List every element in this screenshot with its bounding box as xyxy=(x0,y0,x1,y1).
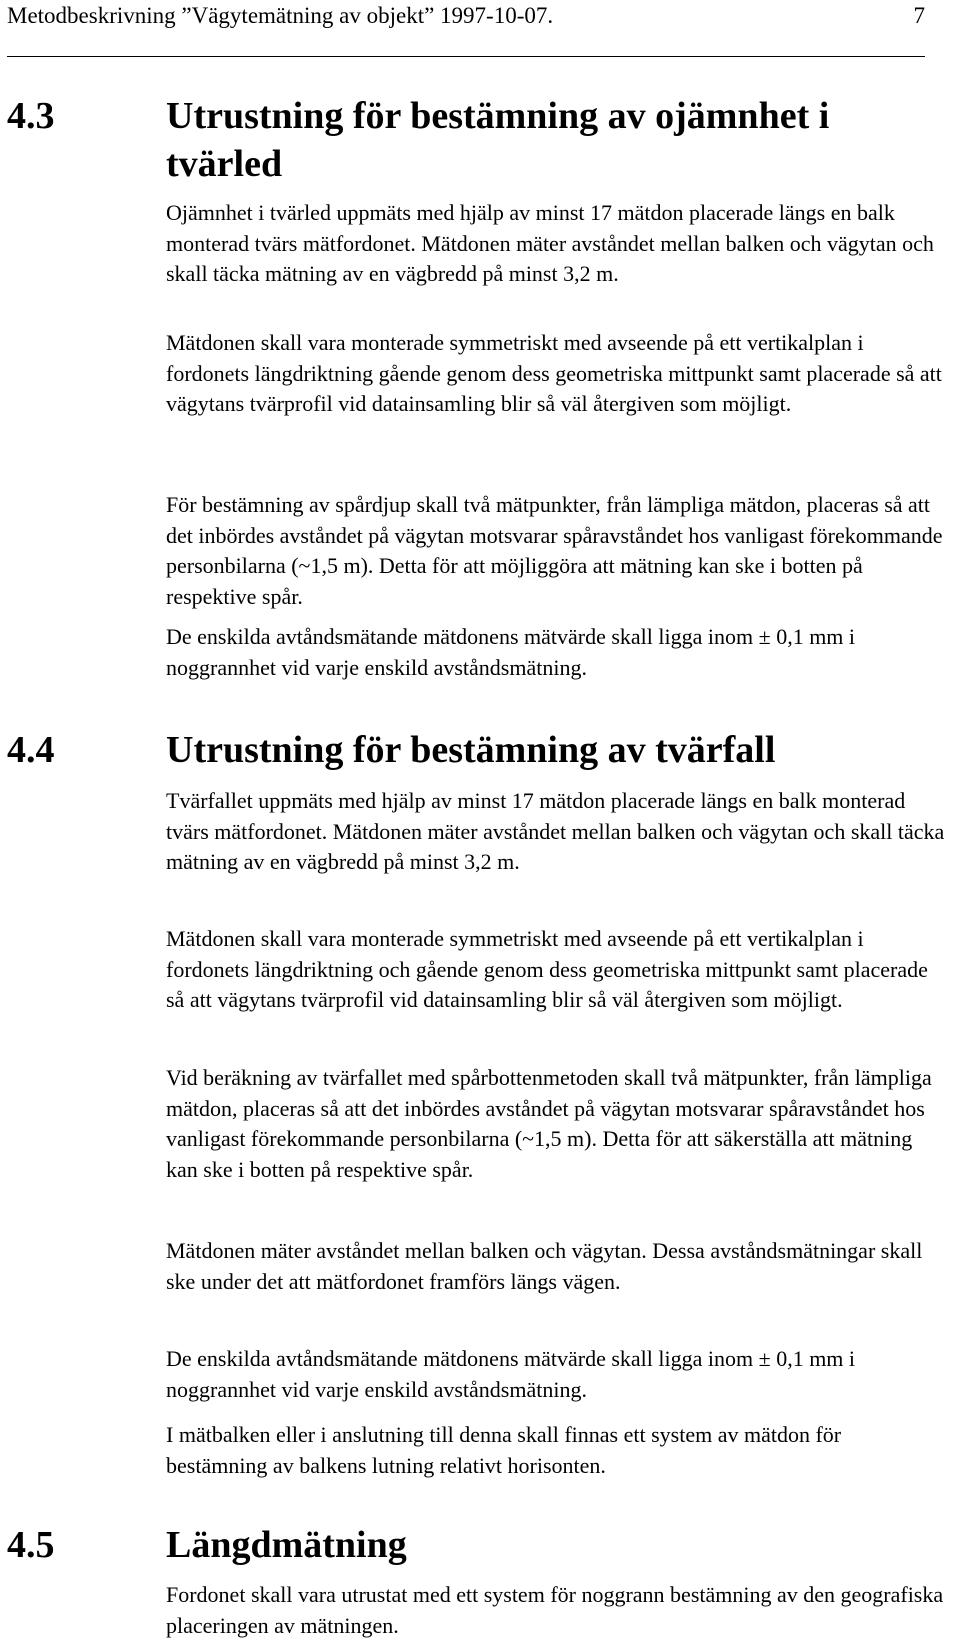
page-number: 7 xyxy=(913,3,925,28)
paragraph: Mätdonen mäter avståndet mellan balken och vägytan. Dessa avståndsmätningar skall ske under det att mätfordonet framförs längs vägen. xyxy=(166,1238,923,1294)
section-title: Utrustning för bestämning av tvärfall xyxy=(166,729,776,771)
paragraph: Mätdonen skall vara monterade symmetriskt med avseende på ett vertikalplan i fordonets längdriktning gående genom dess geometriska mittpunkt samt placerade så att vägytans tvärprofil vid datainsamling blir så väl återgiven som möjligt. xyxy=(166,330,942,417)
section-number: 4.4 xyxy=(7,729,55,771)
section-number: 4.3 xyxy=(7,95,55,137)
paragraph: För bestämning av spårdjup skall två mätpunkter, från lämpliga mätdon, placeras så att det inbördes avståndet på vägytan motsvarar spåravståndet hos vanligast förekommande personbilarna (~1,5 m). Detta för att möjliggöra att mätning kan ske i botten på respektive spår. xyxy=(166,492,943,609)
section-title: Utrustning för bestämning av ojämnhet i tvärled xyxy=(166,95,830,185)
paragraph: Vid beräkning av tvärfallet med spårbottenmetoden skall två mätpunkter, från lämpliga mätdon, placeras så att det inbördes avståndet på vägytan motsvarar spåravståndet hos vanligast förekommande personbilarna (~1,5 m). Detta för att säkerställa att mätning kan ske i botten på respektive spår. xyxy=(166,1065,932,1182)
section-title: Längdmätning xyxy=(166,1524,407,1566)
paragraph: Ojämnhet i tvärled uppmäts med hjälp av minst 17 mätdon placerade längs en balk monterad tvärs mätfordonet. Mätdonen mäter avståndet mellan balken och vägytan och skall täcka mätning av en vägbredd på minst 3,2 m. xyxy=(166,200,934,287)
section-number: 4.5 xyxy=(7,1524,55,1566)
header-title: Metodbeskrivning ”Vägytemätning av objekt” 1997-10-07. xyxy=(7,3,554,28)
page-header xyxy=(7,0,925,57)
paragraph: Mätdonen skall vara monterade symmetriskt med avseende på ett vertikalplan i fordonets längdriktning och gående genom dess geometriska mittpunkt samt placerade så att vägytans tvärprofil vid datainsamling blir så väl återgiven som möjligt. xyxy=(166,926,928,1013)
paragraph: De enskilda avtåndsmätande mätdonens mätvärde skall ligga inom ± 0,1 mm i noggrannhet vid varje enskild avståndsmätning. xyxy=(166,1346,856,1402)
paragraph: Fordonet skall vara utrustat med ett system för noggrann bestämning av den geografiska placeringen av mätningen. xyxy=(166,1582,944,1638)
paragraph: Tvärfallet uppmäts med hjälp av minst 17 mätdon placerade längs en balk monterad tvärs mätfordonet. Mätdonen mäter avståndet mellan balken och vägytan och skall täcka mätning av en vägbredd på minst 3,2 m. xyxy=(166,788,945,875)
paragraph: De enskilda avtåndsmätande mätdonens mätvärde skall ligga inom ± 0,1 mm i noggrannhet vid varje enskild avståndsmätning. xyxy=(166,624,856,680)
paragraph: I mätbalken eller i anslutning till denna skall finnas ett system av mätdon för bestämning av balkens lutning relativt horisonten. xyxy=(166,1422,842,1478)
